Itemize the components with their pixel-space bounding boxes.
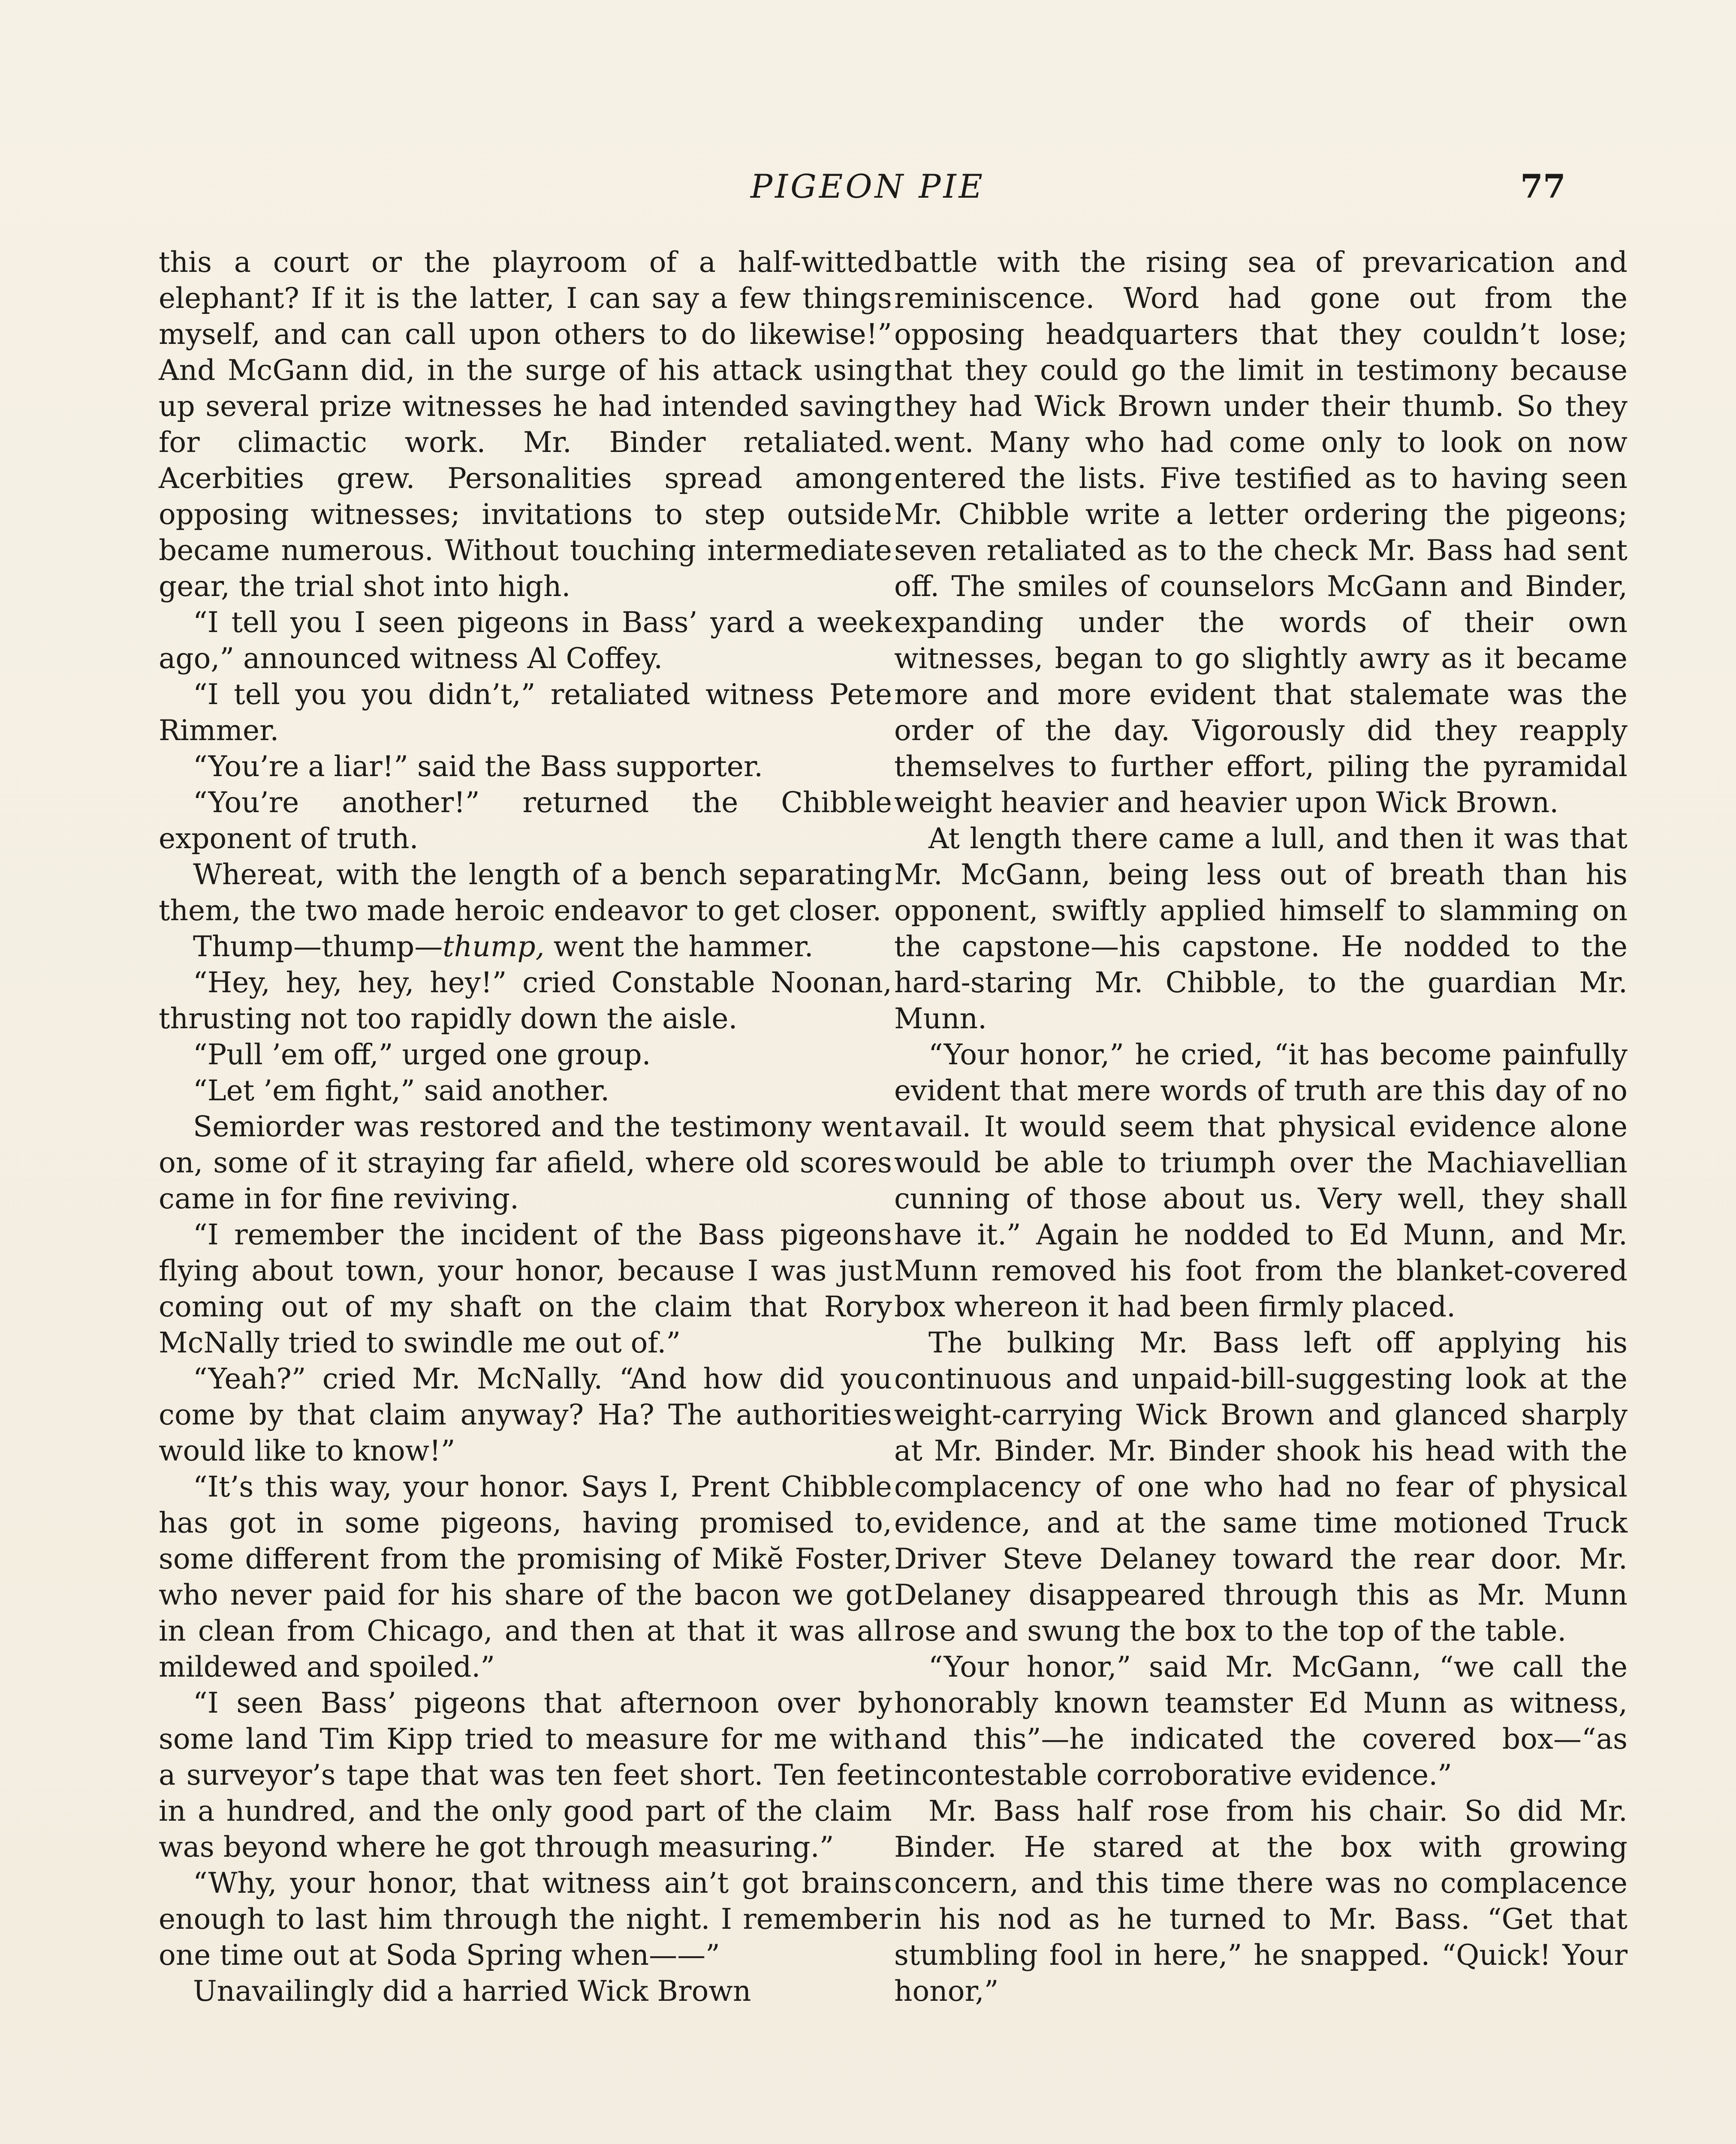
paragraph bbox=[894, 1649, 1628, 1793]
paragraph bbox=[894, 1037, 1628, 1325]
right-text-column bbox=[894, 244, 1628, 2009]
paragraph-text: “I tell you I seen pigeons in Bass’ yard a week ago,” announced witness Al Coffey. bbox=[159, 606, 892, 675]
paragraph bbox=[159, 1217, 892, 1361]
paragraph bbox=[159, 244, 892, 605]
page-number: 77 bbox=[1520, 167, 1566, 205]
paragraph bbox=[159, 1073, 892, 1109]
paragraph bbox=[894, 244, 1628, 821]
paragraph bbox=[159, 1865, 892, 1973]
paragraph-text: Unavailingly did a harried Wick Brown bbox=[193, 1975, 751, 2008]
paragraph-text: “Why, your honor, that witness ain’t got brains enough to last him through the night. I remember one time out at Soda Spring when——” bbox=[159, 1867, 892, 1972]
paragraph bbox=[159, 749, 892, 785]
paragraph bbox=[159, 785, 892, 857]
paragraph-text: “You’re a liar!” said the Bass supporter. bbox=[193, 750, 763, 783]
paragraph-text: “Your honor,” said Mr. McGann, “we call the honorably known teamster Ed Munn as witness, and this”—he indicated the covered box—“as incontestable corroborative evidence.” bbox=[894, 1650, 1628, 1792]
paragraph bbox=[159, 677, 892, 749]
running-head bbox=[0, 167, 1736, 214]
paragraph bbox=[159, 1469, 892, 1685]
running-title: PIGEON PIE bbox=[750, 167, 985, 205]
paragraph-text: this a court or the playroom of a half-witted elephant? If it is the latter, I can say a few things myself, and can call upon others to do likewise!” And McGann did, in the surge of his attack using up several prize witnesses he had intended saving for climactic work. Mr. Binder retaliated. Acerbities grew. Personalities spread among opposing witnesses; invitations to step outside became numerous. Without touching intermediate gear, the trial shot into high. bbox=[159, 246, 892, 603]
paragraph-text: “Hey, hey, hey, hey!” cried Constable Noonan, thrusting not too rapidly down the aisle. bbox=[159, 966, 892, 1035]
paragraph bbox=[159, 857, 892, 929]
paragraph bbox=[159, 1685, 892, 1865]
paragraph-text-continued: went the hammer. bbox=[544, 930, 814, 963]
paragraph bbox=[894, 1793, 1628, 2009]
left-text-column bbox=[159, 244, 892, 2009]
paragraph-text: The bulking Mr. Bass left off applying his continuous and unpaid-bill-suggesting look at the weight-carrying Wick Brown and glanced sharply at Mr. Binder. Mr. Binder shook his head with the complacency of one who had no fear of physical evidence, and at the same time motioned Truck Driver Steve Delaney toward the rear door. Mr. Delaney disappeared through this as Mr. Munn rose and swung the box to the top of the table. bbox=[894, 1326, 1628, 1647]
paragraph-text: Semiorder was restored and the testimony went on, some of it straying far afield, where old scores came in for fine reviving. bbox=[159, 1110, 892, 1215]
paragraph bbox=[159, 1361, 892, 1469]
paragraph-text: Mr. Bass half rose from his chair. So did Mr. Binder. He stared at the box with growing concern, and this time there was no complacence in his nod as he turned to Mr. Bass. “Get that stumbling fool in here,” he snapped. “Quick! Your honor,” bbox=[894, 1795, 1628, 2008]
paragraph-text: “I remember the incident of the Bass pigeons flying about town, your honor, because I was just coming out of my shaft on the claim that Rory McNally tried to swindle me out of.” bbox=[159, 1218, 892, 1359]
paragraph-text: Thump—thump— bbox=[193, 930, 443, 963]
paragraph bbox=[159, 1973, 892, 2009]
paragraph-text: “Yeah?” cried Mr. McNally. “And how did you come by that claim anyway? Ha? The authorities would like to know!” bbox=[159, 1362, 892, 1467]
paragraph-text: At length there came a lull, and then it was that Mr. McGann, being less out of breath than his opponent, swiftly applied himself to slamming on the capstone—his capstone. He nodded to the hard-staring Mr. Chibble, to the guardian Mr. Munn. bbox=[894, 822, 1628, 1035]
paragraph-text: “Pull ’em off,” urged one group. bbox=[193, 1038, 651, 1071]
paragraph bbox=[159, 1109, 892, 1217]
paragraph-text: battle with the rising sea of prevarication and reminiscence. Word had gone out from the opposing headquarters that they couldn’t lose; that they could go the limit in testimony because they had Wick Brown under their thumb. So they went. Many who had come only to look on now entered the lists. Five testified as to having seen Mr. Chibble write a letter ordering the pigeons; seven retaliated as to the check Mr. Bass had sent off. The smiles of counselors McGann and Binder, expanding under the words of their own witnesses, began to go slightly awry as it became more and more evident that stalemate was the order of the day. Vigorously did they reapply themselves to further effort, piling the pyramidal weight heavier and heavier upon Wick Brown. bbox=[894, 246, 1628, 819]
paragraph-text: “It’s this way, your honor. Says I, Prent Chibble has got in some pigeons, having promised to, some different from the promising of Mikĕ Foster, who never paid for his share of the bacon we got in clean from Chicago, and then at that it was all mildewed and spoiled.” bbox=[159, 1470, 892, 1683]
paragraph-text: Whereat, with the length of a bench separating them, the two made heroic endeavor to get closer. bbox=[159, 858, 892, 927]
paragraph bbox=[159, 965, 892, 1037]
paragraph bbox=[159, 605, 892, 677]
paragraph bbox=[159, 1037, 892, 1073]
paragraph-text: “I tell you you didn’t,” retaliated witness Pete Rimmer. bbox=[159, 678, 892, 747]
paragraph-text: “I seen Bass’ pigeons that afternoon over by some land Tim Kipp tried to measure for me with a surveyor’s tape that was ten feet short. Ten feet in a hundred, and the only good part of the claim was beyond where he got through measuring.” bbox=[159, 1686, 892, 1864]
paragraph-text: “Let ’em fight,” said another. bbox=[193, 1074, 610, 1107]
paragraph bbox=[894, 821, 1628, 1037]
emphasized-text: thump, bbox=[443, 930, 545, 963]
paragraph bbox=[159, 929, 892, 965]
paragraph-text: “Your honor,” he cried, “it has become painfully evident that mere words of truth are this day of no avail. It would seem that physical evidence alone would be able to triumph over the Machiavellian cunning of those about us. Very well, they shall have it.” Again he nodded to Ed Munn, and Mr. Munn removed his foot from the blanket-covered box whereon it had been firmly placed. bbox=[894, 1038, 1628, 1323]
paragraph bbox=[894, 1325, 1628, 1649]
paragraph-text: “You’re another!” returned the Chibble exponent of truth. bbox=[159, 786, 892, 855]
